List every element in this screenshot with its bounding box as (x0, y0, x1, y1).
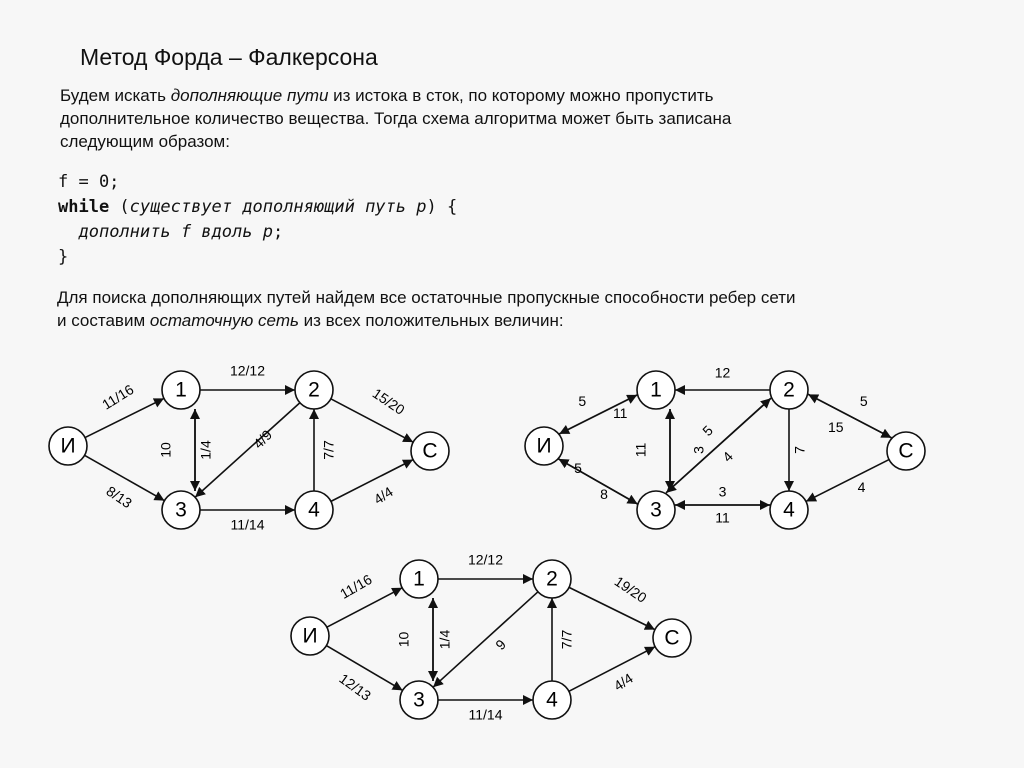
edge-source-to-node-3 (559, 459, 638, 504)
edge-node-1-to-source-label: 11 (612, 405, 628, 422)
code-end-brace: } (58, 247, 69, 267)
node-3-label: 3 (413, 688, 425, 712)
edge-node-1-to-node-3-label: 10 (395, 631, 412, 648)
edge-source-to-node-1-label: 5 (578, 393, 587, 410)
intro-text-a: Будем искать (60, 86, 171, 105)
edge-node-1-to-node-2-label: 12/12 (467, 551, 504, 568)
edge-node-2-to-node-3-label: 9 (492, 636, 509, 653)
edge-node-4-to-node-3-label: 11 (715, 509, 730, 526)
edge-node-3-to-node-1-label: 1/4 (436, 629, 453, 650)
edge-node-2-to-node-3 (666, 398, 771, 493)
edge-node-2-to-node-3-label: 4/9 (250, 426, 276, 452)
edge-node-4-to-node-2-label: 7/7 (558, 629, 575, 650)
edge-node-1-to-node-3-label: 10 (157, 442, 174, 458)
outro-text-c: из всех положительных величин: (298, 311, 564, 330)
graph-residual-network (525, 365, 925, 529)
code-open-paren: ( (109, 197, 130, 217)
node-2-label: 2 (783, 378, 795, 402)
code-line-1: f = 0; (58, 172, 120, 192)
source-label: И (60, 434, 76, 458)
intro-line-2: дополнительное количество вещества. Тогда схема алгоритма может быть записана (60, 109, 732, 128)
edge-sink-to-node-4-label: 4 (857, 479, 866, 496)
outro-line-1: Для поиска дополняющих путей найдем все остаточные пропускные способности ребер сети (57, 288, 796, 307)
sink-label: С (422, 439, 438, 463)
edge-source-to-node-1-label: 11/16 (99, 381, 137, 413)
node-2-label: 2 (308, 378, 320, 402)
intro-emphasis: дополняющие пути (170, 86, 329, 105)
edge-source-to-node-1 (85, 398, 164, 437)
code-close-brace-open: ) { (426, 197, 458, 217)
graph-augmented-flow (291, 552, 691, 723)
sink-label: С (898, 439, 914, 463)
source-label: И (302, 624, 318, 648)
sink-label: С (664, 626, 680, 650)
code-body: дополнить f вдоль p (78, 222, 273, 242)
node-4-label: 4 (783, 498, 795, 522)
node-2-label: 2 (546, 567, 558, 591)
edge-source-to-node-3-label: 5 (574, 460, 582, 477)
page-title: Метод Форда – Фалкерсона (80, 44, 378, 70)
edge-node-2-to-node-4-label: 7 (791, 446, 808, 454)
node-1-label: 1 (175, 378, 187, 402)
edge-node-1-to-node-2-label: 12/12 (229, 362, 266, 379)
edge-source-to-node-1-label: 11/16 (337, 570, 375, 602)
edge-sink-to-node-2-label: 15 (828, 418, 844, 435)
edge-node-4-to-sink-label: 4/4 (370, 483, 396, 508)
edge-source-to-node-3-label: 8/13 (103, 482, 135, 512)
node-1-label: 1 (413, 567, 425, 591)
edge-node-3-to-source-label: 8 (600, 486, 608, 503)
edge-node-4-to-sink-label: 4/4 (610, 669, 636, 694)
edge-sink-to-node-4 (806, 460, 889, 502)
edge-node-3-to-node-1-label: 3 (690, 446, 707, 454)
code-keyword-while: while (58, 197, 110, 217)
intro-text-c: из истока в сток, по которому можно пропустить (328, 86, 714, 105)
node-3-label: 3 (175, 498, 187, 522)
node-4-label: 4 (546, 688, 558, 712)
edge-source-to-node-1 (327, 588, 402, 627)
intro-line-3: следующим образом: (60, 132, 230, 151)
edge-node-2-to-sink-label: 5 (859, 392, 868, 409)
edge-node-4-to-node-2-label: 7/7 (320, 440, 337, 460)
edge-node-3-to-node-4-label: 11/14 (230, 516, 265, 533)
edge-source-to-node-3-label: 12/13 (336, 670, 375, 704)
node-3-label: 3 (650, 498, 662, 522)
edge-node-1-to-node-3-label: 11 (632, 442, 649, 458)
edge-node-2-to-node-1-label: 12 (714, 364, 731, 381)
edge-node-2-to-node-3-label: 4 (719, 448, 736, 466)
source-label: И (536, 434, 552, 458)
edge-node-4-to-sink (569, 647, 655, 692)
node-1-label: 1 (650, 378, 662, 402)
edge-node-2-to-sink-label: 15/20 (369, 384, 408, 418)
edge-node-3-to-node-4-label: 3 (718, 483, 727, 500)
node-4-label: 4 (308, 498, 320, 522)
outro-emphasis: остаточную сеть (149, 311, 299, 330)
graph-original-flow (49, 363, 449, 533)
outro-text-a: и составим (57, 311, 150, 330)
code-condition: существует дополняющий путь p (129, 197, 427, 217)
edge-node-3-to-node-2-label: 5 (699, 422, 716, 440)
edge-node-3-to-node-1-label: 1/4 (197, 440, 214, 460)
code-semicolon: ; (272, 222, 284, 242)
edge-node-3-to-node-4-label: 11/14 (468, 706, 503, 723)
edge-node-2-to-sink-label: 19/20 (611, 572, 650, 606)
edge-sink-to-node-2 (808, 394, 891, 437)
